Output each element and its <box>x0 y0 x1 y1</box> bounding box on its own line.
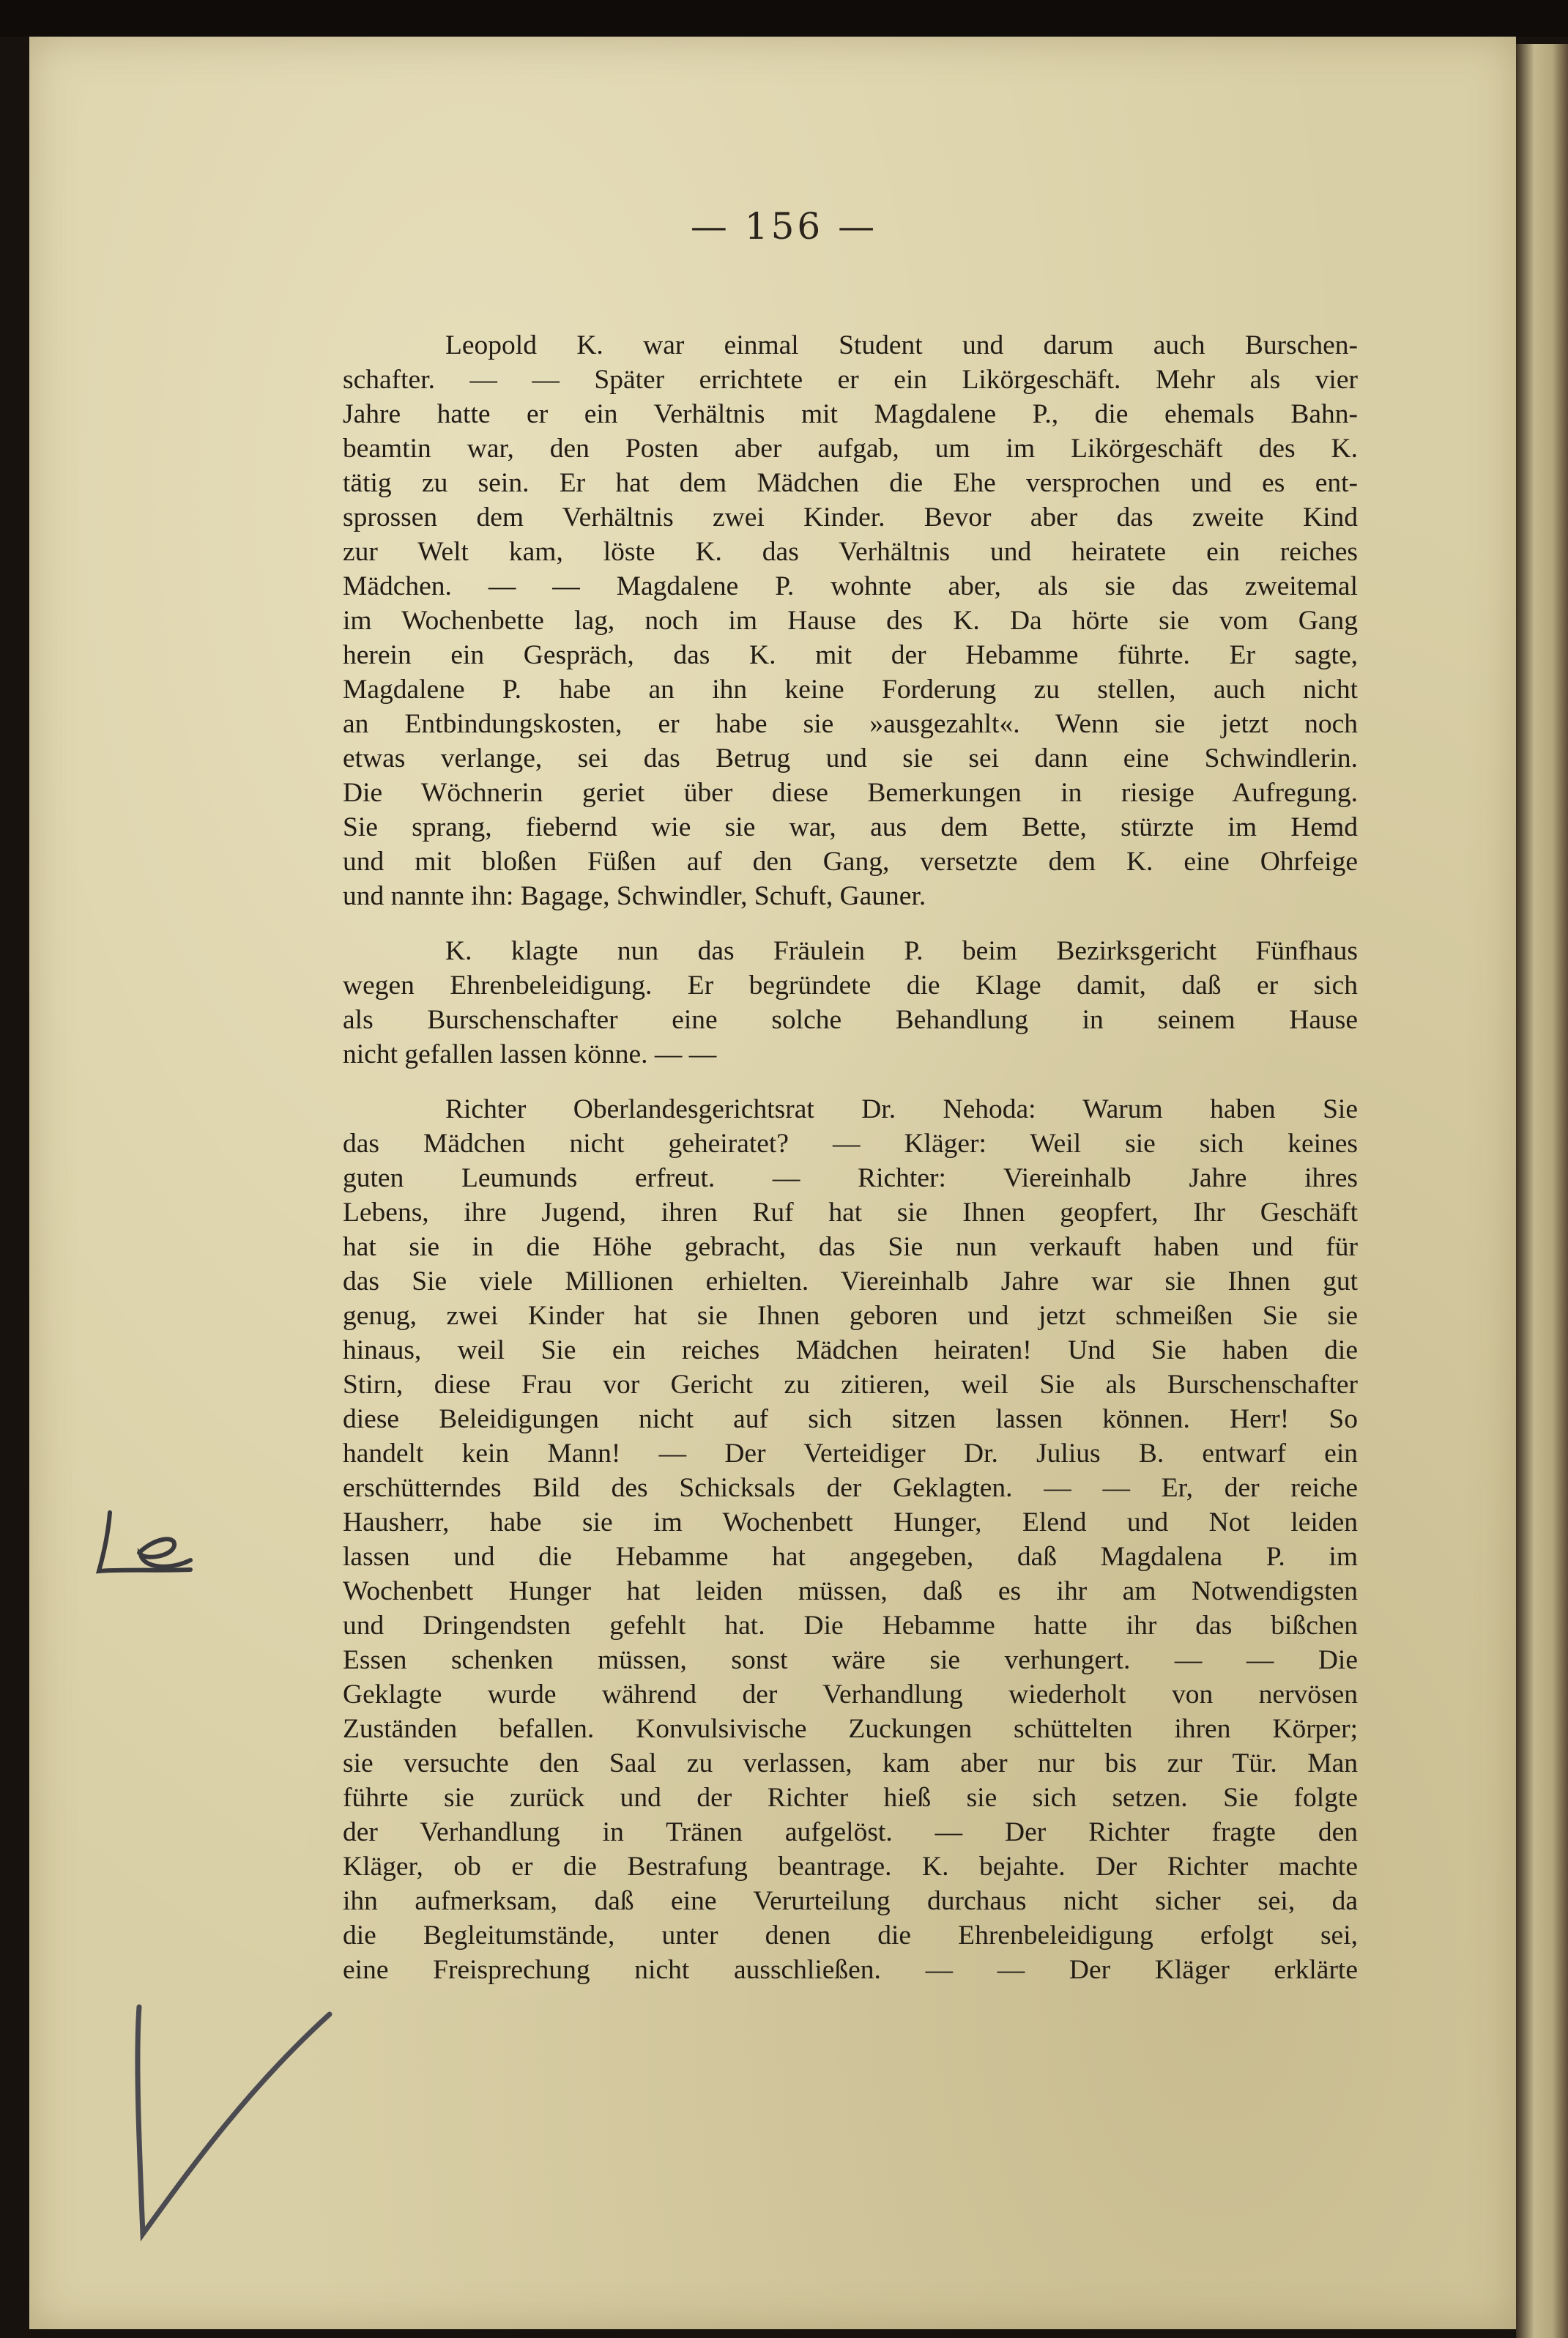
text-line: wegen Ehrenbeleidigung. Er begründete die Klage damit, daß er sich <box>343 971 1358 1001</box>
text-line: an Entbindungskosten, er habe sie »ausgezahlt«. Wenn sie jetzt noch <box>343 709 1358 739</box>
text-line: das Sie viele Millionen erhielten. Viereinhalb Jahre war sie Ihnen gut <box>343 1266 1358 1296</box>
text-line: Richter Oberlandesgerichtsrat Dr. Nehoda: Warum haben Sie <box>445 1094 1358 1124</box>
handwritten-margin-note <box>88 1502 220 1589</box>
text-line: der Verhandlung in Tränen aufgelöst. — Der Richter fragte den <box>343 1817 1358 1847</box>
text-line: Geklagte wurde während der Verhandlung wiederholt von nervösen <box>343 1680 1358 1710</box>
next-page-edge <box>1516 44 1568 2338</box>
text-line: sprossen dem Verhältnis zwei Kinder. Bevor aber das zweite Kind <box>343 502 1358 532</box>
text-line: führte sie zurück und der Richter hieß sie sich setzen. Sie folgte <box>343 1783 1358 1813</box>
text-line: Jahre hatte er ein Verhältnis mit Magdalene P., die ehemals Bahn- <box>343 399 1358 429</box>
text-line: diese Beleidigungen nicht auf sich sitzen lassen können. Herr! So <box>343 1404 1358 1434</box>
text-line: erschütterndes Bild des Schicksals der Geklagten. — — Er, der reiche <box>343 1473 1358 1503</box>
text-line: Die Wöchnerin geriet über diese Bemerkungen in riesige Aufregung. <box>343 778 1358 808</box>
text-line: und Dringendsten gefehlt hat. Die Hebamme hatte ihr das bißchen <box>343 1611 1358 1641</box>
text-line: im Wochenbette lag, noch im Hause des K. Da hörte sie vom Gang <box>343 606 1358 636</box>
text-line: und mit bloßen Füßen auf den Gang, versetzte dem K. eine Ohrfeige <box>343 847 1358 877</box>
text-line: Hausherr, habe sie im Wochenbett Hunger, Elend und Not leiden <box>343 1507 1358 1537</box>
text-line: nicht gefallen lassen könne. — — <box>343 1039 717 1069</box>
text-line: eine Freisprechung nicht ausschließen. — — Der Kläger erklärte <box>343 1955 1358 1985</box>
handwritten-check-mark <box>125 2000 344 2249</box>
text-line: beamtin war, den Posten aber aufgab, um im Likörgeschäft des K. <box>343 434 1358 464</box>
text-line: handelt kein Mann! — Der Verteidiger Dr. Julius B. entwarf ein <box>343 1439 1358 1469</box>
body-text <box>343 328 1358 1987</box>
text-line: tätig zu sein. Er hat dem Mädchen die Ehe versprochen und es ent- <box>343 468 1358 498</box>
text-line: sie versuchte den Saal zu verlassen, kam aber nur bis zur Tür. Man <box>343 1748 1358 1778</box>
text-line: das Mädchen nicht geheiratet? — Kläger: Weil sie sich keines <box>343 1129 1358 1159</box>
text-line: genug, zwei Kinder hat sie Ihnen geboren und jetzt schmeißen Sie sie <box>343 1301 1358 1331</box>
text-line: lassen und die Hebamme hat angegeben, daß Magdalena P. im <box>343 1542 1358 1572</box>
scan-top-edge <box>0 0 1568 37</box>
text-line: Essen schenken müssen, sonst wäre sie verhungert. — — Die <box>343 1645 1358 1675</box>
text-line: als Burschenschafter eine solche Behandlung in seinem Hause <box>343 1005 1358 1035</box>
text-line: Lebens, ihre Jugend, ihren Ruf hat sie Ihnen geopfert, Ihr Geschäft <box>343 1198 1358 1228</box>
text-line: K. klagte nun das Fräulein P. beim Bezirksgericht Fünfhaus <box>445 936 1358 966</box>
paragraph-3 <box>343 1092 1358 1987</box>
text-line: Sie sprang, fiebernd wie sie war, aus dem Bette, stürzte im Hemd <box>343 812 1358 842</box>
paragraph-gap <box>343 1072 1358 1092</box>
paragraph-2 <box>343 934 1358 1072</box>
text-line: Wochenbett Hunger hat leiden müssen, daß es ihr am Notwendigsten <box>343 1576 1358 1606</box>
paragraph-1 <box>343 328 1358 913</box>
text-line: hinaus, weil Sie ein reiches Mädchen heiraten! Und Sie haben die <box>343 1335 1358 1365</box>
text-line: Leopold K. war einmal Student und darum auch Burschen- <box>445 330 1358 360</box>
text-line: die Begleitumstände, unter denen die Ehrenbeleidigung erfolgt sei, <box>343 1920 1358 1951</box>
text-line: Magdalene P. habe an ihn keine Forderung zu stellen, auch nicht <box>343 675 1358 705</box>
text-line: etwas verlange, sei das Betrug und sie sei dann eine Schwindlerin. <box>343 743 1358 773</box>
page-number: — 156 — <box>690 205 878 248</box>
text-line: Mädchen. — — Magdalene P. wohnte aber, als sie das zweitemal <box>343 571 1358 601</box>
text-line: Kläger, ob er die Bestrafung beantrage. K. bejahte. Der Richter machte <box>343 1852 1358 1882</box>
text-line: herein ein Gespräch, das K. mit der Hebamme führte. Er sagte, <box>343 640 1358 670</box>
text-line: guten Leumunds erfreut. — Richter: Viereinhalb Jahre ihres <box>343 1163 1358 1193</box>
text-line: zur Welt kam, löste K. das Verhältnis und heiratete ein reiches <box>343 537 1358 567</box>
text-line: und nannte ihn: Bagage, Schwindler, Schuft, Gauner. <box>343 881 926 911</box>
text-line: Stirn, diese Frau vor Gericht zu zitieren, weil Sie als Burschenschafter <box>343 1370 1358 1400</box>
text-line: Zuständen befallen. Konvulsivische Zuckungen schüttelten ihren Körper; <box>343 1714 1358 1744</box>
paragraph-gap <box>343 913 1358 934</box>
text-line: ihn aufmerksam, daß eine Verurteilung durchaus nicht sicher sei, da <box>343 1886 1358 1916</box>
text-line: schafter. — — Später errichtete er ein Likörgeschäft. Mehr als vier <box>343 365 1358 395</box>
text-line: hat sie in die Höhe gebracht, das Sie nun verkauft haben und für <box>343 1232 1358 1262</box>
